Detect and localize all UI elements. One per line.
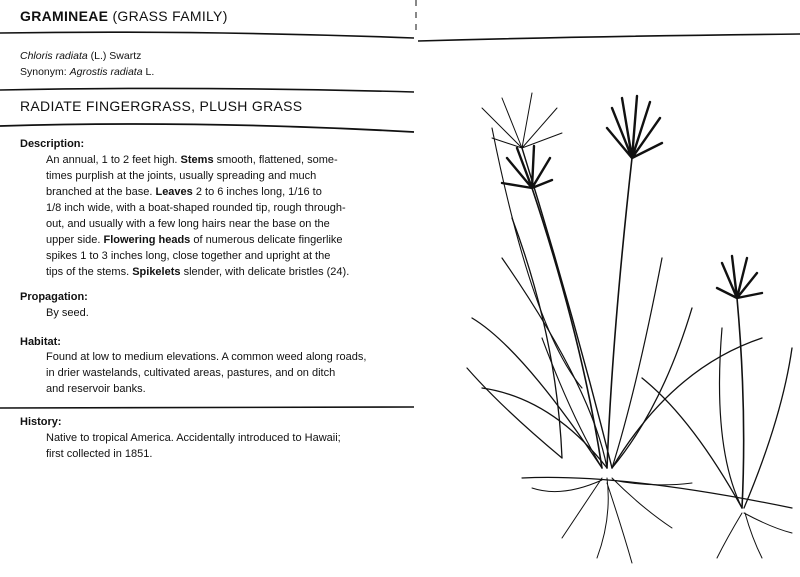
- description-text: slender, with delicate bristles (24).: [180, 266, 350, 278]
- rule-names: [0, 88, 414, 92]
- description-heading: Description:: [20, 138, 85, 150]
- roots: [717, 513, 792, 558]
- description-line: [46, 168, 398, 184]
- family-main: GRAMINEAE: [20, 8, 109, 24]
- rule-family: [0, 32, 414, 38]
- synonym-name: Agrostis radiata: [69, 66, 143, 78]
- family-heading: [20, 8, 228, 24]
- description-line: [46, 248, 398, 264]
- habitat-line: in drier wastelands, cultivated areas, pastures, and on ditch: [46, 367, 336, 379]
- habitat-heading: Habitat:: [20, 336, 61, 348]
- description-line: [46, 184, 398, 200]
- description-body: [46, 152, 398, 280]
- history-line: Native to tropical America. Accidentally introduced to Hawaii;: [46, 432, 341, 444]
- stem: [607, 158, 632, 468]
- description-line: [46, 232, 398, 248]
- description-text: out, and usually with a few long hairs near the base on the: [46, 218, 330, 230]
- synonym-label: Synonym:: [20, 66, 67, 78]
- scientific-name-line: [20, 48, 154, 64]
- propagation-body: By seed.: [46, 307, 89, 319]
- leaf: [492, 128, 582, 388]
- description-text: 2 to 6 inches long, 1/16 to: [192, 186, 322, 198]
- propagation-heading: Propagation:: [20, 291, 88, 303]
- history-heading: History:: [20, 416, 62, 428]
- leaf: [612, 338, 762, 468]
- description-line: [46, 216, 398, 232]
- description-keyword: Spikelets: [132, 266, 181, 278]
- synonym-line: [20, 64, 154, 80]
- description-text: times purplish at the joints, usually spreading and much: [46, 170, 317, 182]
- common-name: RADIATE FINGERGRASS, PLUSH GRASS: [20, 98, 303, 114]
- ground-line: [522, 477, 792, 508]
- leaf: [612, 308, 692, 468]
- description-text: smooth, flattened, some-: [213, 154, 338, 166]
- habitat-line: and reservoir banks.: [46, 383, 146, 395]
- description-text: 1/8 inch wide, with a boat-shaped rounded tip, rough through-: [46, 202, 346, 214]
- description-keyword: Stems: [180, 154, 214, 166]
- grass-illustration: [462, 88, 798, 570]
- roots: [532, 478, 692, 563]
- description-text: of numerous delicate fingerlike: [190, 234, 343, 246]
- description-line: [46, 152, 398, 168]
- history-line: first collected in 1851.: [46, 448, 153, 460]
- flower-head: [502, 146, 552, 188]
- leaf: [482, 388, 607, 468]
- scientific-names: [20, 48, 154, 80]
- description-text: spikes 1 to 3 inches long, close together and upright at the: [46, 250, 331, 262]
- rule-history: [0, 407, 414, 408]
- leaf: [744, 348, 792, 508]
- description-keyword: Flowering heads: [103, 234, 191, 246]
- habitat-body: [46, 349, 398, 397]
- flower-head: [607, 96, 662, 158]
- scientific-author: (L.) Swartz: [90, 50, 142, 62]
- rule-common-name: [0, 124, 414, 132]
- flower-head: [717, 256, 762, 298]
- description-text: tips of the stems.: [46, 266, 133, 278]
- family-common: (GRASS FAMILY): [112, 8, 228, 24]
- description-text: branched at the base.: [46, 186, 156, 198]
- stem: [737, 298, 744, 508]
- leaf: [472, 318, 602, 468]
- leaf: [502, 258, 607, 468]
- synonym-author: L.: [145, 66, 155, 78]
- description-line: [46, 264, 398, 280]
- description-keyword: Leaves: [155, 186, 193, 198]
- habitat-line: Found at low to medium elevations. A common weed along roads,: [46, 351, 367, 363]
- rule-right-page: [418, 34, 800, 41]
- description-text: An annual, 1 to 2 feet high.: [46, 154, 181, 166]
- scientific-name: Chloris radiata: [20, 50, 88, 62]
- history-body: [46, 430, 398, 462]
- description-text: upper side.: [46, 234, 104, 246]
- description-line: [46, 200, 398, 216]
